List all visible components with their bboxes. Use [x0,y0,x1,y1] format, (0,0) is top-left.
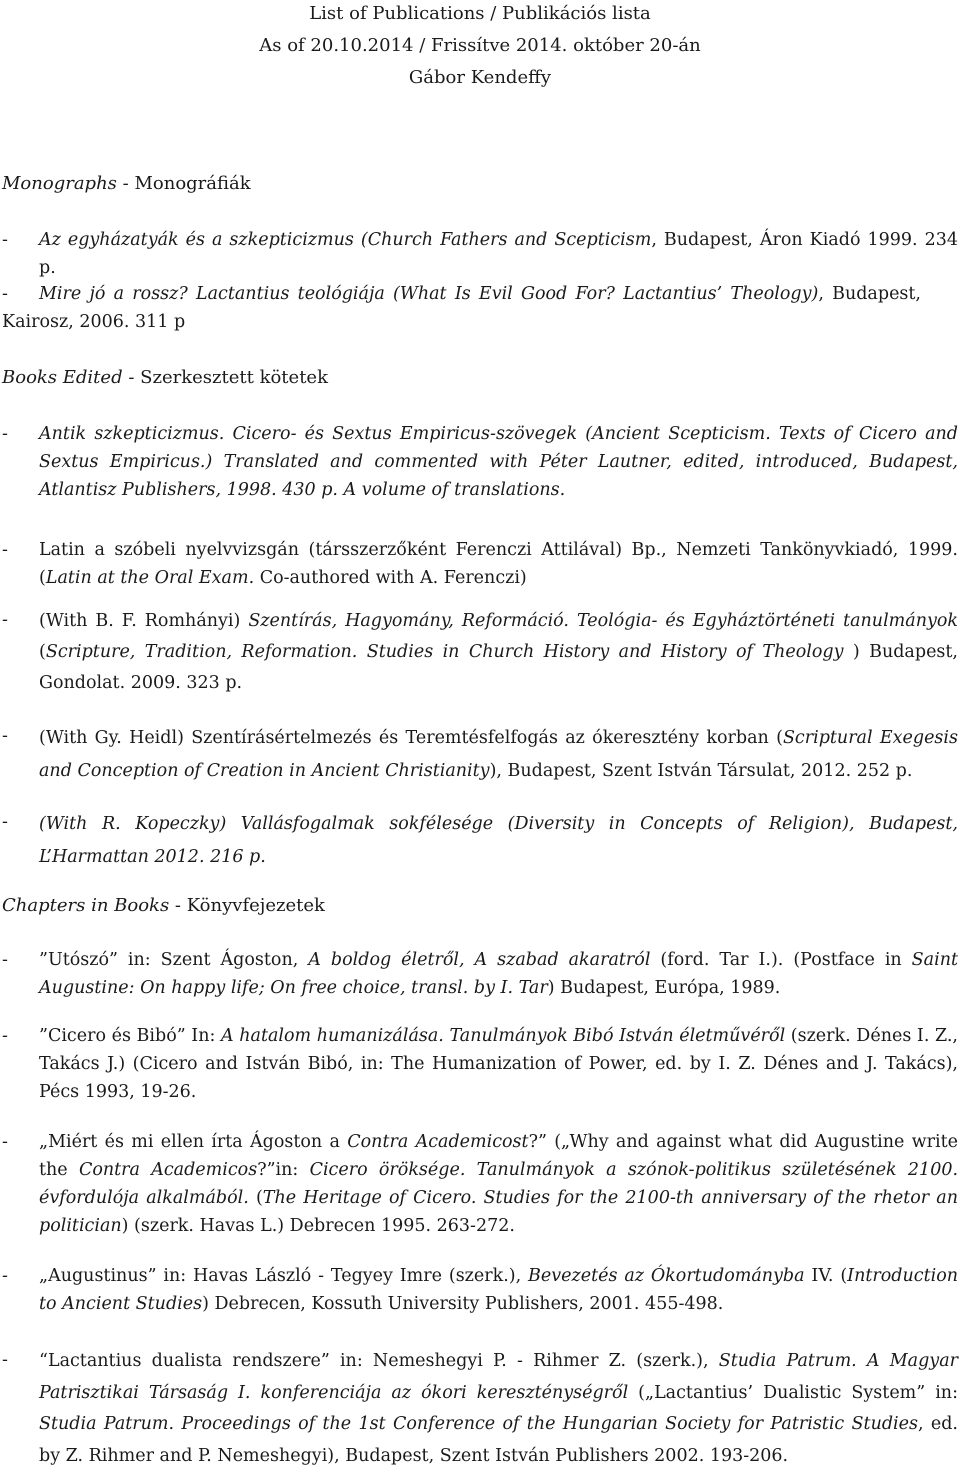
publication-text [39,1022,958,1106]
list-dash: - [2,284,8,304]
section-heading-en: Books Edited [2,367,123,388]
publication-text-segment: (ford. Tar I.). (Postface in [650,950,912,970]
publication-text-segment: , ed. by Z. Rihmer and P. Nemeshegyi), Budapest, Szent István Publishers 2002. 193-206. [39,1414,958,1466]
publication-text [39,1128,958,1240]
publication-title-segment: (With R. Kopeczky) Vallásfogalmak sokfélesége (Diversity in Concepts of Religion), Budapest, L’Harmattan 2012. 216 p. [39,814,958,867]
publication-text-segment: (With Gy. Heidl) Szentírásértelmezés és Teremtésfelfogás az ókeresztény korban ( [39,728,783,748]
publication-text-segment: ”Cicero és Bibó” In: [39,1026,221,1046]
section-heading-hu: Monográfiák [134,173,251,194]
publication-entry [2,808,958,874]
publication-entry [2,722,958,788]
publication-entry [2,1346,958,1472]
publication-title-segment: Studia Patrum. A Magyar Patrisztikai Társaság I. konferenciája az ókori kereszténységről [39,1351,958,1403]
list-dash: - [2,424,8,444]
publication-entry [2,226,958,282]
publication-text [39,1262,958,1318]
publication-title-segment: A boldog életről, A szabad akaratról [308,950,651,970]
publication-title-segment: Bevezetés az Ókortudományba [528,1266,805,1286]
publication-title-segment: A hatalom humanizálása. Tanulmányok Bibó István életművéről [221,1026,786,1046]
publication-title-segment: Szentírás, Hagyomány, Reformáció. Teológia- és Egyháztörténeti tanulmányok [248,611,958,631]
publication-text-segment: IV. ( [804,1266,848,1286]
publication-text-segment: ) Debrecen, Kossuth University Publishers, 2001. 455-498. [202,1294,724,1314]
section-heading-chapters [2,894,325,918]
publication-text-segment: ”Utószó” in: Szent Ágoston, [39,950,309,970]
section-heading-separator: - [116,173,135,194]
publication-text-segment: ( [248,1188,263,1208]
section-heading-en: Chapters in Books [2,895,170,916]
list-dash: - [2,1266,8,1286]
publication-text-segment: (szerk. Dénes I. Z., Takács J.) (Cicero and István Bibó, in: The Humanization of Power, ed. by I. Z. Dénes and J. Takács), Pécs 1993, 19-26. [39,1026,958,1102]
publication-entry [2,280,958,336]
publication-text-segment: , Budapest, Kairosz, 2006. 311 p [2,284,921,332]
publication-text-segment: Latin a szóbeli nyelvvizsgán (társszerzőként Ferenczi Attilával) Bp., Nemzeti Tankönyvkiadó, 1999. ( [39,540,958,588]
publication-text [39,808,958,874]
publication-text-segment: ?”in: [257,1160,310,1180]
publication-entry [2,420,958,504]
publication-entry [2,536,958,592]
publication-entry [2,946,958,1002]
publication-title-segment: Scripture, Tradition, Reformation. Studies in Church History and History of Theology [45,642,844,662]
publication-text [39,1346,958,1472]
list-dash: - [2,812,8,832]
section-heading-hu: Szerkesztett kötetek [140,367,328,388]
revision-date: As of 20.10.2014 / Frissítve 2014. október 20-án [259,35,701,56]
publication-text-segment: ?” („Why and against what did Augustine write the [39,1132,958,1180]
publication-title-segment: Introduction to Ancient Studies [39,1266,958,1314]
publication-title-segment: Az egyházatyák és a szkepticizmus (Church Fathers and Scepticism [39,230,652,250]
publication-text-segment: „Augustinus” in: Havas László - Tegyey Imre (szerk.), [39,1266,529,1286]
document-title: List of Publications / Publikációs lista [309,3,651,24]
list-dash: - [2,1026,8,1046]
publication-text [39,420,958,504]
publication-text-segment: , Budapest, Áron Kiadó 1999. 234 p. [39,230,958,278]
publication-text [39,226,958,282]
list-dash: - [2,1350,8,1370]
publication-entry [2,1128,958,1240]
list-dash: - [2,950,8,970]
list-dash: - [2,230,8,250]
publication-text-segment: ), Budapest, Szent István Társulat, 2012. 252 p. [489,761,913,781]
publication-title-segment: Mire jó a rossz? Lactantius teológiája (What Is Evil Good For? Lactantius’ Theology) [39,284,819,304]
section-heading-hu: Könyvfejezetek [186,895,325,916]
publication-text-segment: ( [39,642,46,662]
author-name: Gábor Kendeffy [408,67,552,88]
list-dash: - [2,610,8,630]
publication-text-segment: Co-authored with A. Ferenczi) [254,568,527,588]
publication-text [39,946,958,1002]
section-heading-separator: - [122,367,141,388]
publication-title-segment: Scriptural Exegesis and Conception of Creation in Ancient Christianity [39,728,958,781]
publication-text-segment: (With B. F. Romhányi) [39,611,249,631]
publication-text-segment: “Lactantius dualista rendszere” in: Nemeshegyi P. - Rihmer Z. (szerk.), [39,1351,719,1371]
publication-text-segment: ) Budapest, Európa, 1989. [547,978,781,998]
publication-title-segment: Saint Augustine: On happy life; On free choice, transl. by I. Tar [39,950,958,998]
publication-text-segment: ) (szerk. Havas L.) Debrecen 1995. 263-272. [121,1216,515,1236]
list-dash: - [2,726,8,746]
publication-text [39,536,958,592]
publication-text-segment: „Miért és mi ellen írta Ágoston a [39,1132,348,1152]
publication-entry [2,606,958,699]
publication-text-segment: ) Budapest, Gondolat. 2009. 323 p. [39,642,959,693]
section-heading-en: Monographs [2,173,117,194]
publication-entry [2,1262,958,1318]
publication-title-segment: Contra Academicos [78,1160,258,1180]
publication-text [2,280,921,336]
publication-text [39,606,958,699]
publication-title-segment: Contra Academicost [347,1132,529,1152]
publication-text-segment: („Lactantius’ Dualistic System” in: [628,1382,958,1403]
section-heading-books-edited [2,366,328,390]
section-heading-monographs [2,172,251,196]
section-heading-separator: - [169,895,187,916]
publication-title-segment: Antik szkepticizmus. Cicero- és Sextus Empiricus-szövegek (Ancient Scepticism. Texts of Cicero and Sextus Empiricus.) Translated and commented with Péter Lautner, edited, introduced, Budapest, Atlantisz Publishers, 1998. 430 p. A volume of translations. [39,424,958,500]
publication-title-segment: Cicero öröksége. Tanulmányok a szónok-politikus születésének 2100. évfordulója alkalmából. [39,1160,959,1208]
publication-title-segment: The Heritage of Cicero. Studies for the 2100-th anniversary of the rhetor an politician [39,1188,958,1236]
publication-title-segment: Latin at the Oral Exam. [45,568,255,588]
list-dash: - [2,540,8,560]
publication-entry [2,1022,958,1106]
publication-title-segment: Studia Patrum. Proceedings of the 1st Conference of the Hungarian Society for Patristic Studies [39,1414,918,1434]
list-dash: - [2,1132,8,1152]
publication-text [39,722,958,788]
